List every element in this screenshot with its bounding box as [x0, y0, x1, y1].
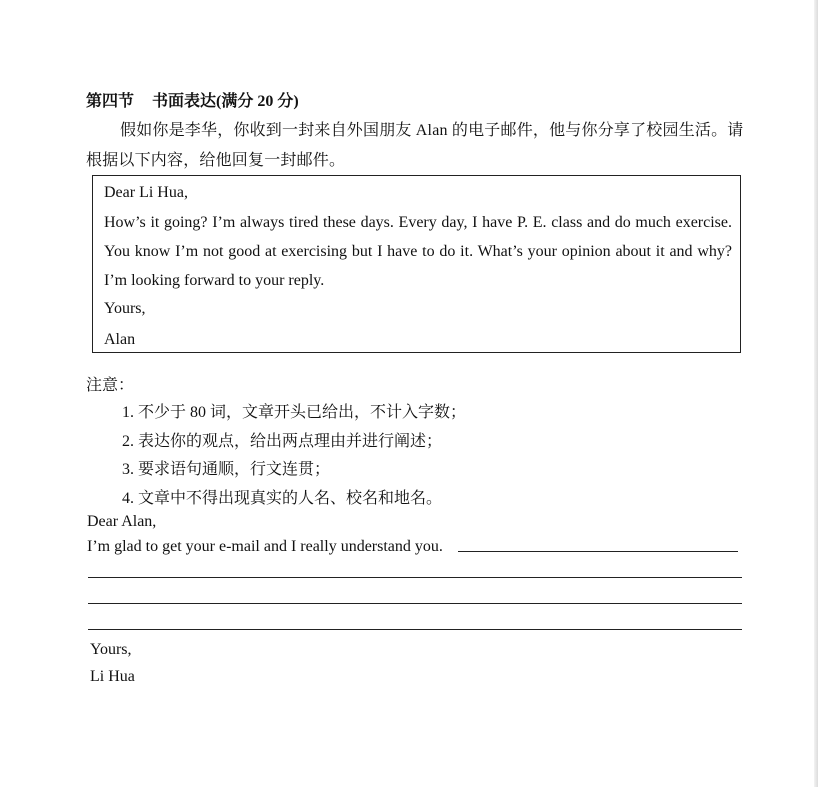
note-item: 1. 不少于 80 词，文章开头已给出，不计入字数；	[122, 404, 467, 421]
note-item: 2. 表达你的观点，给出两点理由并进行阐述；	[122, 432, 443, 450]
letter-signature: Alan	[104, 331, 136, 348]
answer-line[interactable]	[458, 551, 738, 552]
task-instruction: 假如你是李华，你收到一封来自外国朋友 Alan 的电子邮件，他与你分享了校园生活。请根据以下内容，给他回复一封邮件。	[86, 122, 744, 169]
notes-list	[122, 399, 466, 513]
note-item: 4. 文章中不得出现真实的人名、校名和地名。	[122, 489, 443, 507]
letter-salutation: Dear Li Hua,	[104, 184, 188, 201]
letter-closing: Yours,	[104, 300, 146, 317]
reply-closing: Yours,	[90, 641, 132, 658]
incoming-letter-box	[92, 175, 741, 353]
page-edge-shadow	[814, 0, 818, 787]
section-number: 第四节	[86, 93, 135, 110]
letter-body: How’s it going? I’m always tired these days. Every day, I have P. E. class and do much exercise. You know I’m not good at exercising but I have to do it. What’s your opinion about it and why? I’m looking forward to your reply.	[104, 214, 732, 289]
notes-title: 注意：	[86, 377, 135, 394]
section-title: 书面表达(满分 20 分)	[152, 93, 299, 110]
answer-line[interactable]	[88, 629, 742, 630]
reply-opening-sentence: I’m glad to get your e-mail and I really understand you.	[87, 538, 443, 555]
answer-line[interactable]	[88, 603, 742, 604]
section-heading	[86, 88, 299, 111]
answer-line[interactable]	[88, 577, 742, 578]
reply-salutation: Dear Alan,	[87, 513, 157, 530]
reply-signature: Li Hua	[90, 668, 135, 685]
note-item: 3. 要求语句通顺，行文连贯；	[122, 461, 331, 478]
